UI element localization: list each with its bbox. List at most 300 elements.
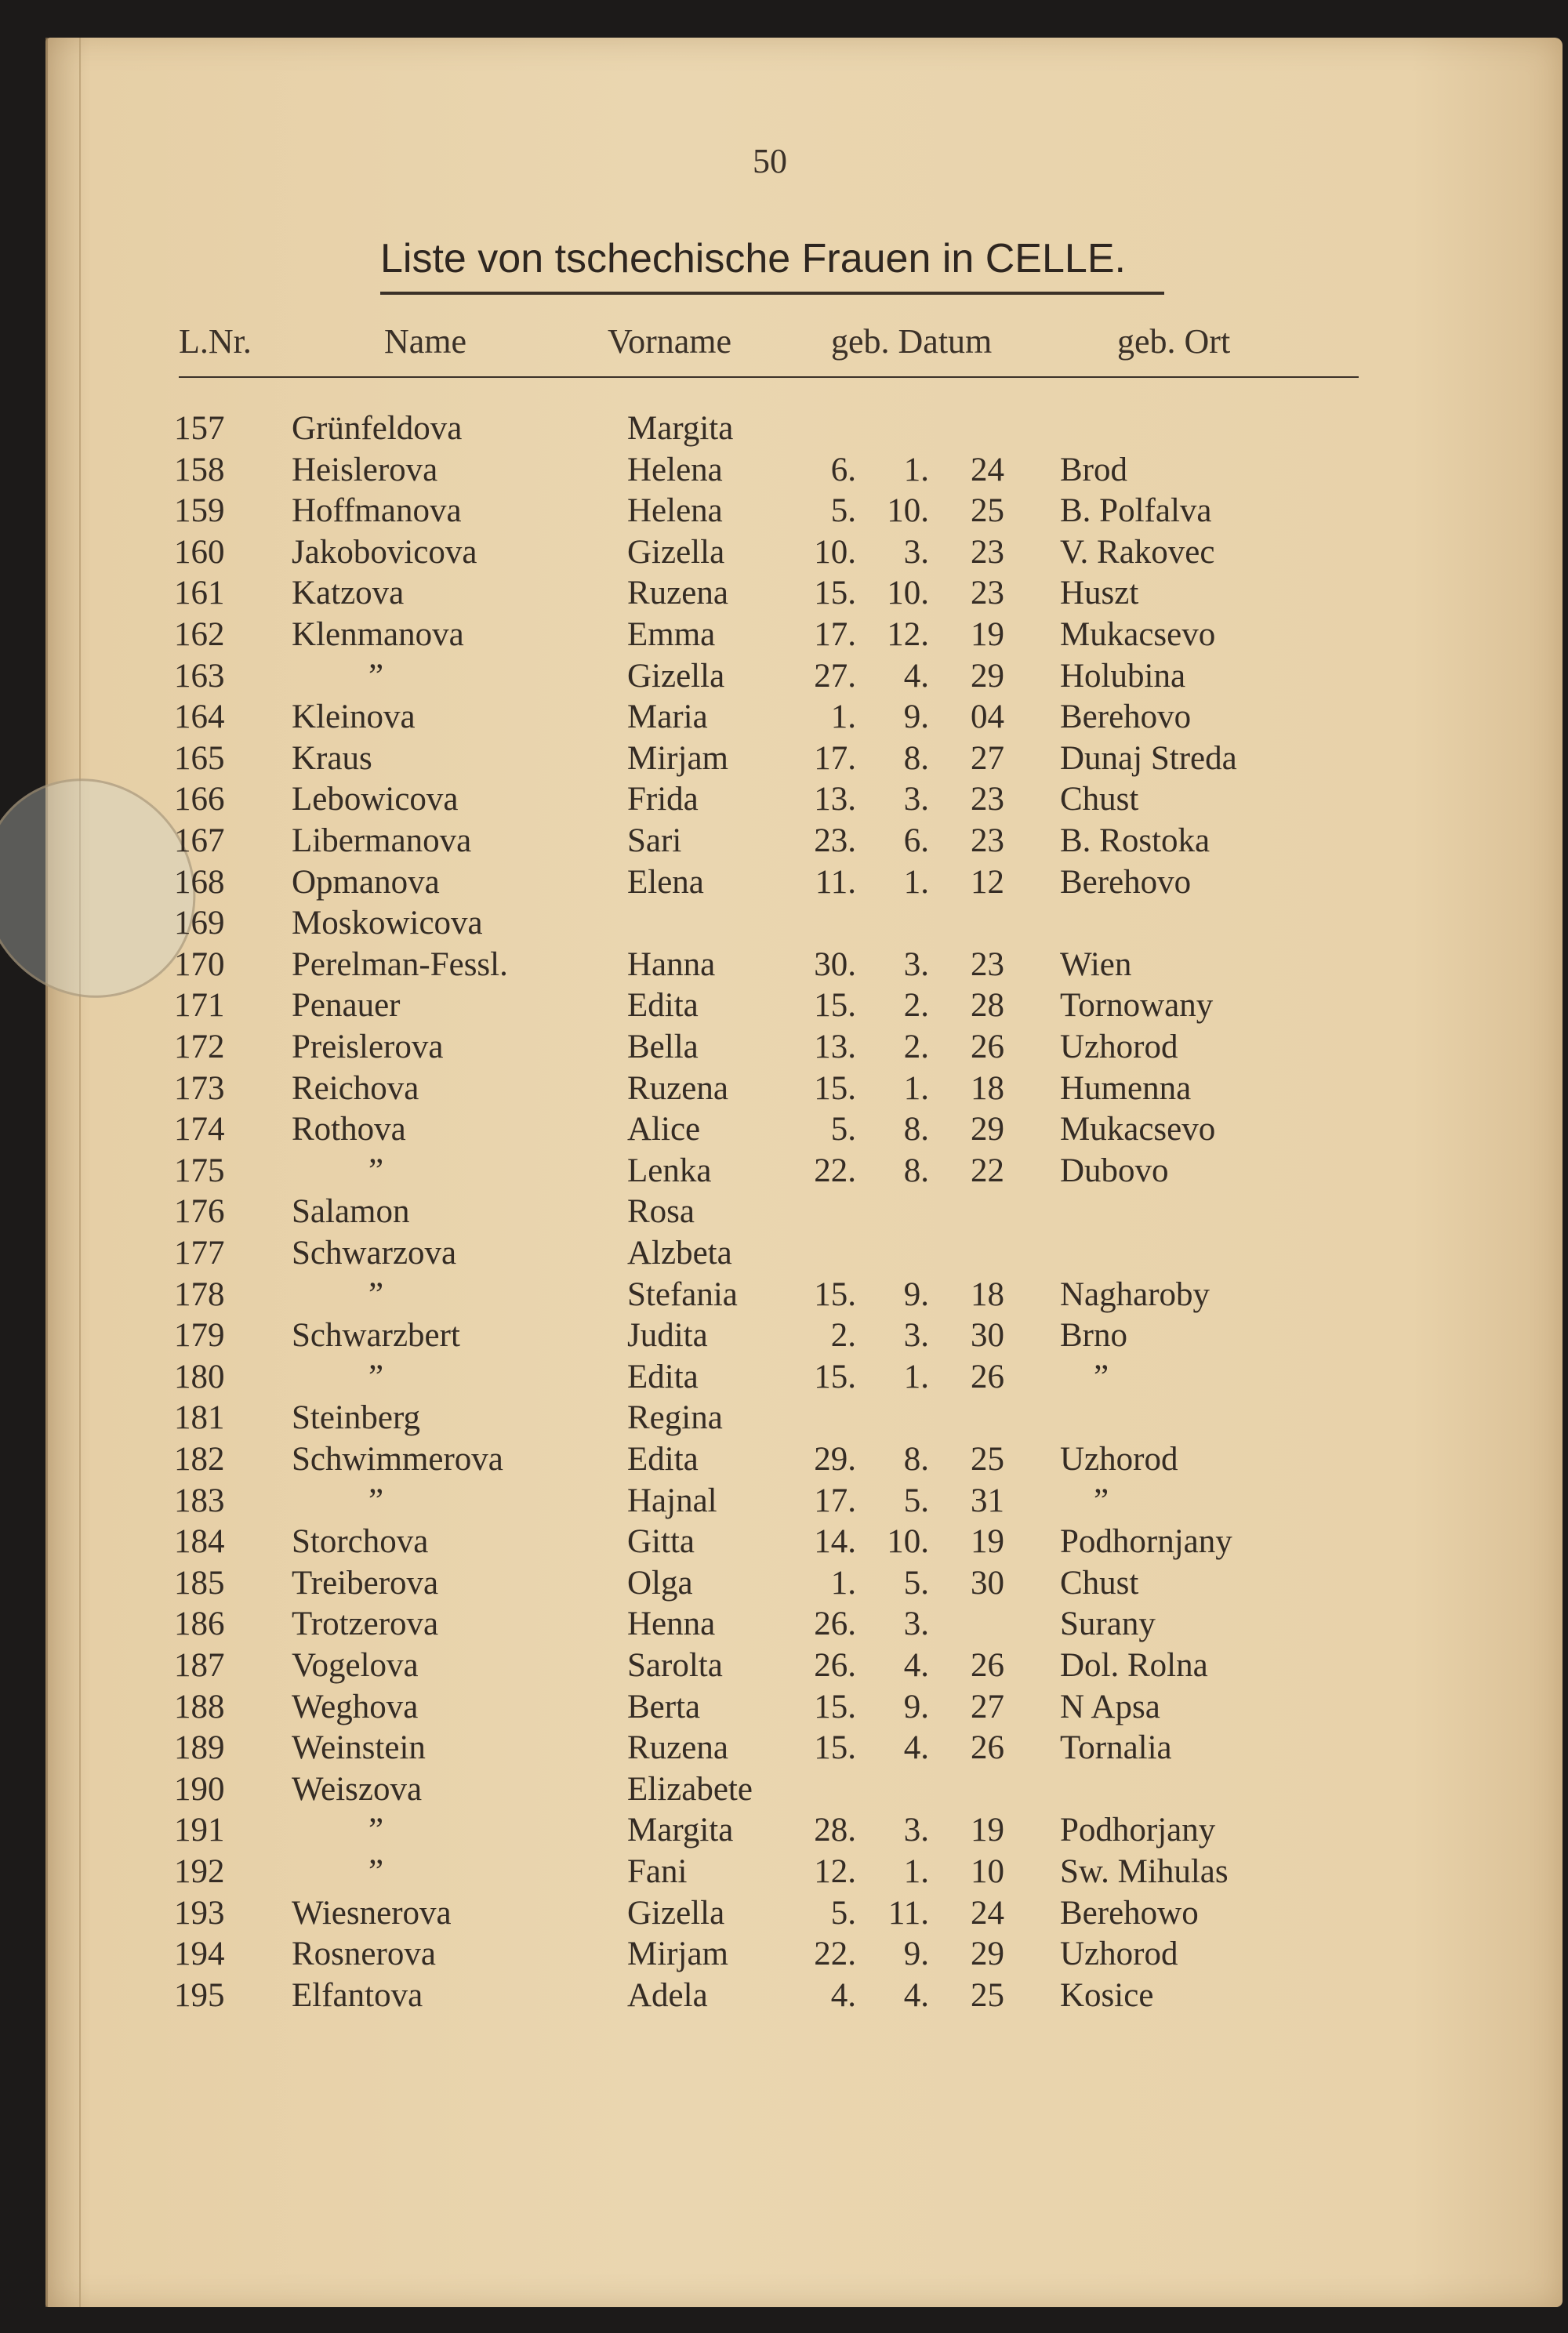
surname: Schwimmerova (292, 1441, 503, 1478)
row-number: 194 (174, 1936, 225, 1973)
surname: Heislerova (292, 451, 438, 488)
table-row (0, 904, 1568, 945)
surname: Libermanova (292, 822, 472, 859)
surname: Salamon (292, 1193, 410, 1231)
surname: ” (368, 1275, 384, 1313)
surname: Elfantova (292, 1976, 423, 2014)
birth-year: 25 (971, 1976, 1004, 2014)
table-row (0, 1192, 1568, 1233)
row-number: 171 (174, 987, 225, 1025)
birth-place: Dunaj Streda (1060, 739, 1237, 777)
birth-place: Brod (1060, 451, 1127, 488)
surname: Jakobovicova (292, 533, 477, 571)
first-name: Edita (627, 1441, 699, 1478)
first-name: Mirjam (627, 739, 728, 777)
birth-day: 10. (814, 533, 856, 571)
row-number: 190 (174, 1770, 225, 1808)
row-number: 193 (174, 1894, 225, 1932)
birth-day: 23. (814, 822, 856, 859)
birth-month: 3. (903, 781, 929, 818)
birth-year: 24 (971, 1894, 1004, 1932)
first-name: Sarolta (627, 1647, 723, 1684)
birth-day: 15. (814, 1358, 856, 1395)
row-number: 172 (174, 1029, 225, 1065)
row-number: 166 (174, 781, 225, 818)
first-name: Adela (627, 1976, 708, 2014)
birth-month: 1. (903, 863, 929, 901)
table-row (0, 1275, 1568, 1316)
surname: Perelman-Fessl. (292, 945, 508, 983)
birth-place: Berehovo (1060, 863, 1192, 901)
birth-day: 15. (814, 575, 856, 612)
row-number: 192 (174, 1853, 225, 1890)
first-name: Gizella (627, 657, 725, 695)
birth-month: 2. (903, 987, 929, 1025)
table-row (0, 1935, 1568, 1976)
table-row (0, 574, 1568, 615)
birth-day: 14. (814, 1523, 856, 1561)
birth-day: 1. (830, 1564, 856, 1602)
birth-place: N Apsa (1060, 1688, 1160, 1725)
surname: Weiszova (292, 1770, 423, 1808)
birth-month: 1. (903, 451, 929, 488)
birth-month (870, 1192, 929, 1232)
birth-place: Kosice (1060, 1976, 1154, 2014)
surname: ” (368, 1482, 384, 1519)
birth-year: 23 (971, 575, 1004, 612)
table-row (0, 1894, 1568, 1935)
birth-place: Berehowo (1060, 1894, 1199, 1932)
table-row (0, 1110, 1568, 1151)
first-name: Ruzena (627, 1729, 728, 1767)
first-name: Rosa (627, 1193, 695, 1231)
surname: Wiesnerova (292, 1894, 452, 1932)
surname: Moskowicova (292, 905, 483, 942)
table-row (0, 863, 1568, 904)
birth-year: 26 (971, 1729, 1004, 1767)
row-number: 162 (174, 616, 225, 653)
birth-month: 4. (903, 657, 929, 695)
surname: Reichova (292, 1069, 419, 1107)
first-name: Stefania (627, 1275, 738, 1313)
table-row (0, 1729, 1568, 1769)
first-name: Ruzena (627, 1069, 728, 1107)
birth-day: 17. (814, 739, 856, 777)
birth-month: 4. (903, 1976, 929, 2014)
row-number: 160 (174, 533, 225, 571)
table-row (0, 1069, 1568, 1110)
first-name: Berta (627, 1688, 701, 1725)
table-row (0, 739, 1568, 780)
birth-year: 18 (971, 1069, 1004, 1107)
birth-month: 3. (903, 1317, 929, 1355)
surname: Kleinova (292, 698, 416, 736)
row-number: 186 (174, 1606, 225, 1643)
surname: Katzova (292, 575, 405, 612)
birth-year: 19 (971, 1812, 1004, 1849)
row-number: 182 (174, 1441, 225, 1478)
birth-month: 11. (887, 1894, 929, 1932)
row-number: 189 (174, 1729, 225, 1767)
birth-day: 13. (814, 781, 856, 818)
birth-year: 29 (971, 1111, 1004, 1148)
table-row (0, 1482, 1568, 1522)
birth-day: 26. (814, 1606, 856, 1643)
surname: Preislerova (292, 1029, 444, 1065)
surname: Steinberg (292, 1399, 421, 1437)
birth-year: 25 (971, 492, 1004, 530)
first-name: Ruzena (627, 575, 728, 612)
birth-day: 22. (814, 1936, 856, 1973)
birth-day: 12. (814, 1853, 856, 1890)
surname: Weinstein (292, 1729, 426, 1767)
page-title: Liste von tschechische Frauen in CELLE. (380, 236, 1126, 281)
table-row (0, 657, 1568, 698)
row-number: 161 (174, 575, 225, 612)
birth-day: 13. (814, 1029, 856, 1065)
birth-place: ” (1094, 1358, 1109, 1395)
birth-month: 4. (903, 1647, 929, 1684)
birth-place: B. Polfalva (1060, 492, 1212, 530)
table-row (0, 451, 1568, 492)
birth-place: Mukacsevo (1060, 616, 1216, 653)
birth-year: 27 (971, 1688, 1004, 1725)
birth-year: 26 (971, 1647, 1004, 1684)
birth-place: B. Rostoka (1060, 822, 1210, 859)
birth-place: Humenna (1060, 1069, 1192, 1107)
surname: ” (368, 1358, 384, 1395)
birth-year: 12 (971, 863, 1004, 901)
first-name: Elena (627, 863, 704, 901)
birth-month (870, 409, 929, 448)
birth-day: 29. (814, 1441, 856, 1478)
birth-place: Berehovo (1060, 698, 1192, 736)
birth-year: 26 (971, 1358, 1004, 1395)
first-name: Helena (627, 451, 723, 488)
birth-month: 4. (903, 1729, 929, 1767)
birth-year: 26 (971, 1029, 1004, 1065)
row-number: 183 (174, 1482, 225, 1519)
first-name: Edita (627, 987, 699, 1025)
surname: Storchova (292, 1523, 429, 1561)
first-name: Emma (627, 616, 716, 653)
surname: Grünfeldova (292, 410, 463, 447)
table-row (0, 1605, 1568, 1645)
birth-day (800, 904, 856, 943)
birth-month: 8. (903, 1152, 929, 1189)
first-name: Maria (627, 698, 708, 736)
first-name: Regina (627, 1399, 723, 1437)
row-number: 159 (174, 492, 225, 530)
birth-place: Nagharoby (1060, 1275, 1210, 1313)
birth-place: Uzhorod (1060, 1441, 1178, 1478)
surname: ” (368, 1812, 384, 1849)
birth-day: 15. (814, 987, 856, 1025)
birth-year: 23 (971, 822, 1004, 859)
birth-day: 17. (814, 616, 856, 653)
birth-month: 3. (903, 945, 929, 983)
header-first-name: Vorname (608, 322, 732, 361)
row-number: 168 (174, 863, 225, 901)
birth-month: 6. (903, 822, 929, 859)
birth-day: 26. (814, 1647, 856, 1684)
birth-month (870, 1399, 929, 1438)
table-row (0, 409, 1568, 450)
birth-place: Huszt (1060, 575, 1139, 612)
first-name: Olga (627, 1564, 693, 1602)
first-name: Margita (627, 410, 734, 447)
birth-month: 12. (887, 616, 929, 653)
first-name: Mirjam (627, 1936, 728, 1973)
birth-year: 29 (971, 1936, 1004, 1973)
surname: Trotzerova (292, 1606, 439, 1643)
birth-day: 28. (814, 1812, 856, 1849)
table-row (0, 1646, 1568, 1687)
table-row (0, 615, 1568, 656)
first-name: Sari (627, 822, 682, 859)
header-name: Name (384, 322, 467, 361)
birth-year: 27 (971, 739, 1004, 777)
first-name: Judita (627, 1317, 708, 1355)
birth-month: 9. (903, 698, 929, 736)
birth-month: 2. (903, 1029, 929, 1065)
birth-month: 1. (903, 1358, 929, 1395)
birth-month: 3. (903, 1812, 929, 1849)
row-number: 170 (174, 945, 225, 983)
header-birth-place: geb. Ort (1117, 322, 1231, 361)
surname: Opmanova (292, 863, 440, 901)
birth-day: 30. (814, 945, 856, 983)
surname: Hoffmanova (292, 492, 462, 530)
birth-month: 9. (903, 1688, 929, 1725)
first-name: Gizella (627, 1894, 725, 1932)
row-number: 177 (174, 1235, 225, 1272)
first-name: Frida (627, 781, 699, 818)
row-number: 184 (174, 1523, 225, 1561)
birth-place: Uzhorod (1060, 1029, 1178, 1065)
first-name: Lenka (627, 1152, 712, 1189)
page-number: 50 (753, 142, 787, 180)
birth-month: 8. (903, 1111, 929, 1148)
birth-year: 31 (971, 1482, 1004, 1519)
birth-place: Holubina (1060, 657, 1186, 695)
table-row (0, 1399, 1568, 1439)
birth-month: 10. (887, 1523, 929, 1561)
birth-day (800, 1192, 856, 1232)
birth-place: Mukacsevo (1060, 1111, 1216, 1148)
birth-day: 6. (830, 451, 856, 488)
row-number: 187 (174, 1647, 225, 1684)
birth-month: 10. (887, 492, 929, 530)
birth-year: 29 (971, 657, 1004, 695)
birth-place: Uzhorod (1060, 1936, 1178, 1973)
row-number: 165 (174, 739, 225, 777)
birth-month: 1. (903, 1853, 929, 1890)
birth-month (870, 1234, 929, 1273)
row-number: 174 (174, 1111, 225, 1148)
row-number: 181 (174, 1399, 225, 1437)
birth-place: V. Rakovec (1060, 533, 1215, 571)
table-row (0, 1440, 1568, 1481)
title-underline (380, 292, 1164, 295)
birth-year: 19 (971, 1523, 1004, 1561)
birth-place: Wien (1060, 945, 1132, 983)
row-number: 195 (174, 1976, 225, 2014)
surname: Rosnerova (292, 1936, 436, 1973)
birth-place: Tornowany (1060, 987, 1214, 1025)
row-number: 188 (174, 1688, 225, 1725)
birth-month: 3. (903, 1606, 929, 1643)
table-row (0, 533, 1568, 574)
surname: Schwarzova (292, 1235, 457, 1272)
birth-year: 18 (971, 1275, 1004, 1313)
birth-month: 9. (903, 1275, 929, 1313)
first-name: Hanna (627, 945, 716, 983)
birth-day: 15. (814, 1275, 856, 1313)
first-name: Alzbeta (627, 1235, 732, 1272)
table-row (0, 822, 1568, 862)
row-number: 180 (174, 1358, 225, 1395)
row-number: 169 (174, 905, 225, 942)
row-number: 179 (174, 1317, 225, 1355)
table-row (0, 1770, 1568, 1811)
first-name: Fani (627, 1853, 688, 1890)
row-number: 176 (174, 1193, 225, 1231)
table-row (0, 986, 1568, 1027)
table-row (0, 1811, 1568, 1852)
birth-year: 19 (971, 616, 1004, 653)
first-name: Gizella (627, 533, 725, 571)
surname: Penauer (292, 987, 401, 1025)
row-number: 163 (174, 657, 225, 695)
birth-day: 4. (830, 1976, 856, 2014)
table-row (0, 1688, 1568, 1729)
birth-place: Podhornjany (1060, 1523, 1232, 1561)
first-name: Bella (627, 1029, 699, 1065)
birth-month: 1. (903, 1069, 929, 1107)
birth-place: Sw. Mihulas (1060, 1853, 1229, 1890)
birth-day: 5. (830, 1111, 856, 1148)
table-row (0, 1564, 1568, 1605)
birth-place: Tornalia (1060, 1729, 1172, 1767)
birth-month (870, 1770, 929, 1809)
birth-place: Chust (1060, 1564, 1139, 1602)
table-row (0, 780, 1568, 821)
table-row (0, 1316, 1568, 1357)
birth-year: 28 (971, 987, 1004, 1025)
birth-month (870, 904, 929, 943)
surname: ” (368, 1152, 384, 1189)
birth-day: 27. (814, 657, 856, 695)
table-row (0, 1234, 1568, 1275)
birth-month: 8. (903, 739, 929, 777)
row-number: 191 (174, 1812, 225, 1849)
birth-place: Surany (1060, 1606, 1156, 1643)
row-number: 185 (174, 1564, 225, 1602)
birth-day: 2. (830, 1317, 856, 1355)
header-nr: L.Nr. (179, 322, 252, 361)
first-name: Gitta (627, 1523, 695, 1561)
birth-year: 24 (971, 451, 1004, 488)
birth-year: 10 (971, 1853, 1004, 1890)
birth-year: 23 (971, 945, 1004, 983)
birth-day: 22. (814, 1152, 856, 1189)
surname: Lebowicova (292, 781, 459, 818)
surname: ” (368, 1853, 384, 1890)
surname: Schwarzbert (292, 1317, 460, 1355)
birth-day: 17. (814, 1482, 856, 1519)
birth-place: Podhorjany (1060, 1812, 1216, 1849)
first-name: Edita (627, 1358, 699, 1395)
table-row (0, 1152, 1568, 1192)
birth-year: 23 (971, 533, 1004, 571)
table-row (0, 1028, 1568, 1069)
birth-day: 1. (830, 698, 856, 736)
birth-place: Dol. Rolna (1060, 1647, 1208, 1684)
birth-day: 15. (814, 1688, 856, 1725)
birth-day: 15. (814, 1729, 856, 1767)
surname: Klenmanova (292, 616, 464, 653)
row-number: 158 (174, 451, 225, 488)
table-row (0, 1976, 1568, 2017)
birth-place: ” (1094, 1482, 1109, 1519)
first-name: Henna (627, 1606, 716, 1643)
birth-day: 5. (830, 1894, 856, 1932)
first-name: Elizabete (627, 1770, 753, 1808)
birth-year: 23 (971, 781, 1004, 818)
birth-year: 04 (971, 698, 1004, 736)
birth-month: 5. (903, 1564, 929, 1602)
row-number: 167 (174, 822, 225, 859)
birth-day: 15. (814, 1069, 856, 1107)
table-row (0, 492, 1568, 532)
birth-month: 8. (903, 1441, 929, 1478)
row-number: 175 (174, 1152, 225, 1189)
first-name: Helena (627, 492, 723, 530)
header-rule (179, 376, 1359, 378)
first-name: Margita (627, 1812, 734, 1849)
birth-day (800, 409, 856, 448)
birth-day (800, 1399, 856, 1438)
header-birth-date: geb. Datum (831, 322, 993, 361)
table-row (0, 1358, 1568, 1399)
birth-month: 3. (903, 533, 929, 571)
birth-day: 11. (815, 863, 856, 901)
table-row (0, 945, 1568, 986)
birth-year: 22 (971, 1152, 1004, 1189)
birth-day (800, 1770, 856, 1809)
birth-place: Dubovo (1060, 1152, 1169, 1189)
first-name: Alice (627, 1111, 701, 1148)
birth-year: 25 (971, 1441, 1004, 1478)
surname: ” (368, 657, 384, 695)
surname: Treiberova (292, 1564, 439, 1602)
row-number: 157 (174, 410, 225, 447)
surname: Rothova (292, 1111, 406, 1148)
row-number: 173 (174, 1069, 225, 1107)
first-name: Hajnal (627, 1482, 717, 1519)
surname: Kraus (292, 739, 372, 777)
birth-day (800, 1234, 856, 1273)
birth-month: 9. (903, 1936, 929, 1973)
birth-place: Brno (1060, 1317, 1127, 1355)
birth-month: 5. (903, 1482, 929, 1519)
birth-day: 5. (830, 492, 856, 530)
surname: Weghova (292, 1688, 419, 1725)
row-number: 178 (174, 1275, 225, 1313)
surname: Vogelova (292, 1647, 419, 1684)
table-row (0, 1522, 1568, 1563)
